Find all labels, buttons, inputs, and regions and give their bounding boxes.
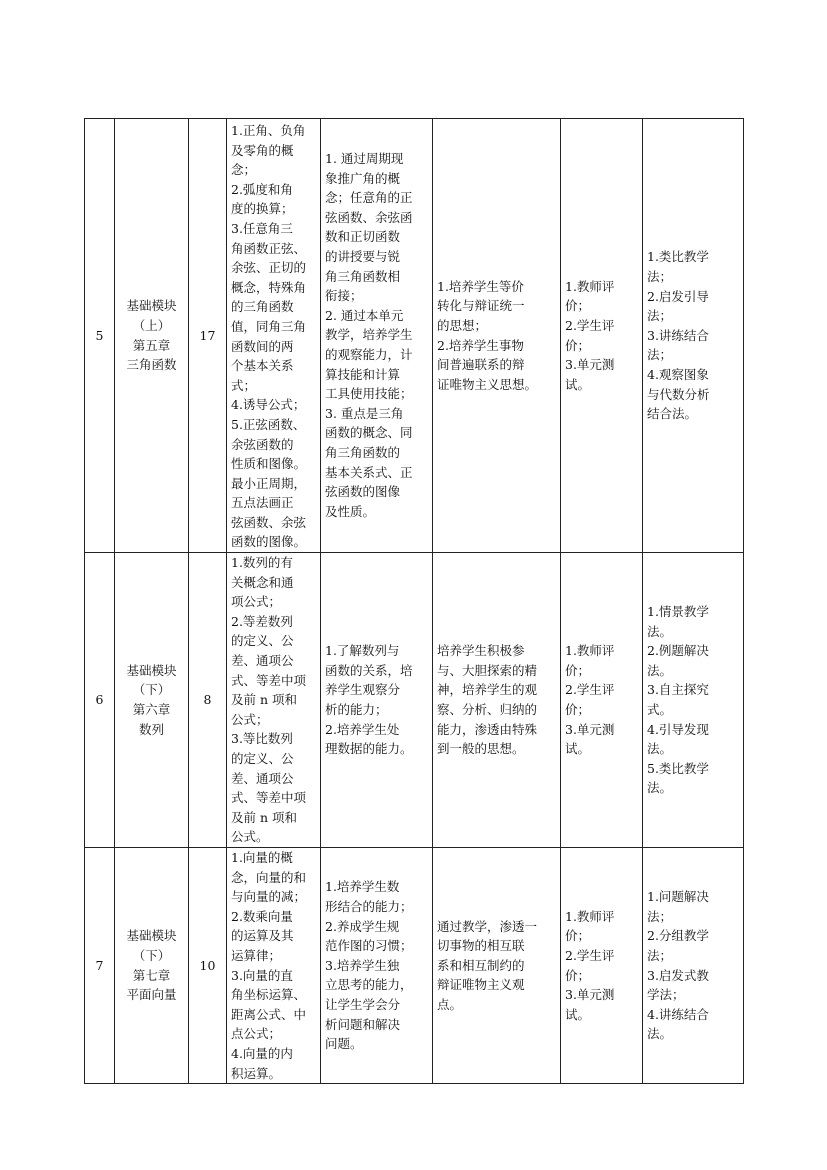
cell-line: 的定义、公 <box>231 751 294 766</box>
cell-line: 价； <box>565 702 591 718</box>
cell-line: 范作图的习惯； <box>325 938 413 954</box>
cell-line: 试。 <box>565 1006 591 1022</box>
table-row <box>85 553 744 848</box>
cell-line: 通过教学，渗透一 <box>437 918 538 934</box>
cell-line: 式、等差中项 <box>231 672 307 688</box>
cell-line: 察、分析、归纳的 <box>437 702 538 718</box>
cell-line: 关概念和通 <box>231 574 294 590</box>
cell-line: 能力，渗透由特殊 <box>437 721 538 737</box>
cell-line: 衔接； <box>325 288 363 304</box>
assessment-cell <box>561 119 643 553</box>
cell-line: 2.学生评 <box>565 947 615 963</box>
cell-line: 1.了解数列与 <box>325 643 400 659</box>
cell-line: 3.讲练结合 <box>647 327 709 343</box>
hours-cell: 8 <box>189 553 227 848</box>
module-line: 基础模块 <box>126 662 177 678</box>
assessment-cell <box>561 847 643 1083</box>
table-body <box>85 119 744 1084</box>
cell-line: 1.向量的概 <box>231 849 293 865</box>
cell-line: 函数间的两 <box>231 338 294 354</box>
cell-line: 3.启发式教 <box>647 967 709 983</box>
cell-line: 1.问题解决 <box>647 889 709 905</box>
cell-line: 3.单元测 <box>565 721 615 737</box>
cell-line: 法。 <box>647 780 673 796</box>
hours-cell: 10 <box>189 847 227 1083</box>
cell-line: 角三角函数相 <box>325 268 401 284</box>
cell-line: 神，培养学生的观 <box>437 682 538 698</box>
teaching-plan-table <box>84 118 744 1084</box>
cell-line: 及前 n 项和 <box>231 692 297 708</box>
cell-line: 价； <box>565 928 591 944</box>
cell-line: 1.培养学生数 <box>325 879 400 895</box>
cell-line: 4.诱导公式； <box>231 397 306 413</box>
cell-line: 弦函数、余弦 <box>231 514 307 530</box>
chapter-number-cell: 5 <box>85 119 115 553</box>
cell-line: 弦函数、余弦函 <box>325 209 413 225</box>
module-line: 第六章 <box>132 702 171 718</box>
cell-line: 值，同角三角 <box>231 318 307 334</box>
cell-line: 函数的图像。 <box>231 534 307 550</box>
cell-line: 点。 <box>437 996 463 1012</box>
content-cell <box>227 553 321 848</box>
cell-line: 间普遍联系的辩 <box>437 357 525 373</box>
cell-line: 到一般的思想。 <box>437 741 525 757</box>
module-line: 第五章 <box>132 337 171 353</box>
module-line: 平面向量 <box>126 987 177 1003</box>
method-cell <box>643 119 744 553</box>
method-cell <box>643 847 744 1083</box>
cell-line: 1.教师评 <box>565 908 615 924</box>
cell-line: 让学生学会分 <box>325 996 401 1012</box>
cell-line: 析问题和解决 <box>325 1016 401 1032</box>
cell-line: 形结合的能力； <box>325 898 413 914</box>
cell-line: 2.养成学生规 <box>325 918 400 934</box>
cell-line: 4.观察图象 <box>647 366 709 382</box>
table-row <box>85 119 744 553</box>
cell-line: 4.讲练结合 <box>647 1006 709 1022</box>
table-row <box>85 847 744 1083</box>
cell-line: 念；任意角的正 <box>325 190 413 206</box>
emotion-goal-cell <box>433 847 561 1083</box>
cell-line: 念，向量的和 <box>231 869 307 885</box>
content-cell <box>227 119 321 553</box>
cell-line: 立思考的能力， <box>325 977 413 993</box>
method-cell <box>643 553 744 848</box>
cell-line: 问题。 <box>325 1036 363 1052</box>
cell-line: 法； <box>647 347 673 363</box>
cell-line: 2.分组教学 <box>647 928 709 944</box>
module-line: 基础模块 <box>126 298 177 314</box>
cell-line: 2.启发引导 <box>647 288 709 304</box>
cell-line: 2.学生评 <box>565 317 615 333</box>
module-line: （下） <box>132 947 171 963</box>
content-cell <box>227 847 321 1083</box>
chapter-number-cell: 7 <box>85 847 115 1083</box>
cell-line: 3.任意角三 <box>231 220 293 236</box>
cell-line: 养学生观察分 <box>325 682 401 698</box>
cell-line: 3.自主探究 <box>647 682 709 698</box>
cell-line: 的定义、公 <box>231 633 294 649</box>
cell-line: 余弦函数的 <box>231 436 294 452</box>
cell-line: 1. 通过周期现 <box>325 151 404 166</box>
cell-line: 2.数乘向量 <box>231 908 293 924</box>
cell-line: 价； <box>565 337 591 353</box>
cell-line: 切事物的相互联 <box>437 938 525 954</box>
cell-line: 1.教师评 <box>565 643 615 659</box>
cell-line: 结合法。 <box>647 406 698 422</box>
cell-line: 点公式； <box>231 1026 282 1042</box>
cell-line: 及性质。 <box>325 503 376 519</box>
cell-line: 的思想； <box>437 317 488 333</box>
module-line: （上） <box>132 317 171 333</box>
cell-line: 算技能和计算 <box>325 366 401 382</box>
cell-line: 2.例题解决 <box>647 643 709 659</box>
cell-line: 1.正角、负角 <box>231 123 306 138</box>
cell-line: 3.向量的直 <box>231 967 293 983</box>
module-cell <box>115 553 189 848</box>
cell-line: 工具使用技能； <box>325 386 413 402</box>
cell-line: 4.向量的内 <box>231 1045 293 1061</box>
cell-line: 法。 <box>647 741 673 757</box>
cell-line: 2. 通过本单元 <box>325 307 404 323</box>
cell-line: 价； <box>565 662 591 678</box>
cell-line: 距离公式、中 <box>231 1006 307 1022</box>
hours-cell: 17 <box>189 119 227 553</box>
assessment-cell <box>561 553 643 848</box>
module-cell <box>115 847 189 1083</box>
module-line: 基础模块 <box>126 928 177 944</box>
objective-cell <box>321 119 433 553</box>
cell-line: 及前 n 项和 <box>231 809 297 825</box>
cell-line: 1.培养学生等价 <box>437 278 524 294</box>
cell-line: 2.等差数列 <box>231 613 293 629</box>
cell-line: 式； <box>231 377 257 393</box>
module-line: 三角函数 <box>126 357 177 373</box>
cell-line: 个基本关系 <box>231 358 294 374</box>
cell-line: 2.弧度和角 <box>231 181 293 197</box>
cell-line: 概念，特殊角 <box>231 279 307 295</box>
cell-line: 1.教师评 <box>565 278 615 294</box>
cell-line: 1.情景教学 <box>647 604 709 620</box>
cell-line: 1.数列的有 <box>231 555 293 571</box>
cell-line: 与代数分析 <box>647 386 710 402</box>
cell-line: 的观察能力，计 <box>325 346 413 362</box>
cell-line: 析的能力； <box>325 702 388 718</box>
cell-line: 的三角函数 <box>231 299 294 315</box>
cell-line: 五点法画正 <box>231 495 294 511</box>
cell-line: 运算律； <box>231 947 282 963</box>
module-line: 第七章 <box>132 967 171 983</box>
module-cell <box>115 119 189 553</box>
cell-line: 法。 <box>647 662 673 678</box>
cell-line: 与向量的减； <box>231 889 307 905</box>
cell-line: 辩证唯物主义观 <box>437 977 525 993</box>
cell-line: 与、大胆探索的精 <box>437 662 538 678</box>
cell-line: 试。 <box>565 376 591 392</box>
cell-line: 式。 <box>647 702 673 718</box>
objective-cell <box>321 553 433 848</box>
module-line: （下） <box>132 682 171 698</box>
cell-line: 5.类比教学 <box>647 760 709 776</box>
cell-line: 法； <box>647 908 673 924</box>
cell-line: 转化与辩证统一 <box>437 298 525 314</box>
cell-line: 角坐标运算、 <box>231 987 307 1003</box>
cell-line: 2.培养学生处 <box>325 721 400 737</box>
cell-line: 积运算。 <box>231 1065 282 1081</box>
cell-line: 念； <box>231 162 257 178</box>
cell-line: 差、通项公 <box>231 770 294 786</box>
cell-line: 5.正弦函数、 <box>231 416 306 432</box>
cell-line: 角函数正弦、 <box>231 240 307 256</box>
cell-line: 2.培养学生事物 <box>437 337 524 353</box>
cell-line: 2.学生评 <box>565 682 615 698</box>
cell-line: 价； <box>565 298 591 314</box>
cell-line: 3.等比数列 <box>231 731 293 747</box>
cell-line: 余弦、正切的 <box>231 260 307 276</box>
cell-line: 3. 重点是三角 <box>325 405 404 421</box>
cell-line: 最小正周期， <box>231 475 307 491</box>
emotion-goal-cell <box>433 119 561 553</box>
cell-line: 法； <box>647 268 673 284</box>
cell-line: 证唯物主义思想。 <box>437 376 538 392</box>
emotion-goal-cell <box>433 553 561 848</box>
cell-line: 理数据的能力。 <box>325 741 413 757</box>
cell-line: 及零角的概 <box>231 142 294 158</box>
cell-line: 基本关系式、正 <box>325 464 413 480</box>
cell-line: 角三角函数的 <box>325 444 401 460</box>
cell-line: 公式。 <box>231 829 269 845</box>
cell-line: 数和正切函数 <box>325 229 401 245</box>
cell-line: 法。 <box>647 1026 673 1042</box>
chapter-number-cell: 6 <box>85 553 115 848</box>
objective-cell <box>321 847 433 1083</box>
cell-line: 法； <box>647 308 673 324</box>
cell-line: 函数的概念、同 <box>325 425 413 441</box>
cell-line: 的讲授要与锐 <box>325 248 401 264</box>
cell-line: 试。 <box>565 741 591 757</box>
cell-line: 函数的关系，培 <box>325 662 413 678</box>
cell-line: 教学，培养学生 <box>325 327 413 343</box>
cell-line: 式、等差中项 <box>231 790 307 806</box>
cell-line: 学法； <box>647 987 685 1003</box>
cell-line: 项公式； <box>231 594 282 610</box>
cell-line: 的运算及其 <box>231 928 294 944</box>
cell-line: 3.单元测 <box>565 357 615 373</box>
cell-line: 3.单元测 <box>565 987 615 1003</box>
module-line: 数列 <box>138 721 164 737</box>
cell-line: 系和相互制约的 <box>437 957 525 973</box>
cell-line: 象推广角的概 <box>325 170 401 186</box>
cell-line: 弦函数的图像 <box>325 484 401 500</box>
cell-line: 度的换算； <box>231 201 294 217</box>
cell-line: 3.培养学生独 <box>325 957 400 973</box>
cell-line: 公式； <box>231 711 269 727</box>
cell-line: 1.类比教学 <box>647 249 709 265</box>
cell-line: 法； <box>647 947 673 963</box>
cell-line: 性质和图像。 <box>231 456 307 472</box>
cell-line: 差、通项公 <box>231 653 294 669</box>
cell-line: 4.引导发现 <box>647 721 709 737</box>
cell-line: 法。 <box>647 623 673 639</box>
cell-line: 培养学生积极参 <box>437 643 525 659</box>
cell-line: 价； <box>565 967 591 983</box>
